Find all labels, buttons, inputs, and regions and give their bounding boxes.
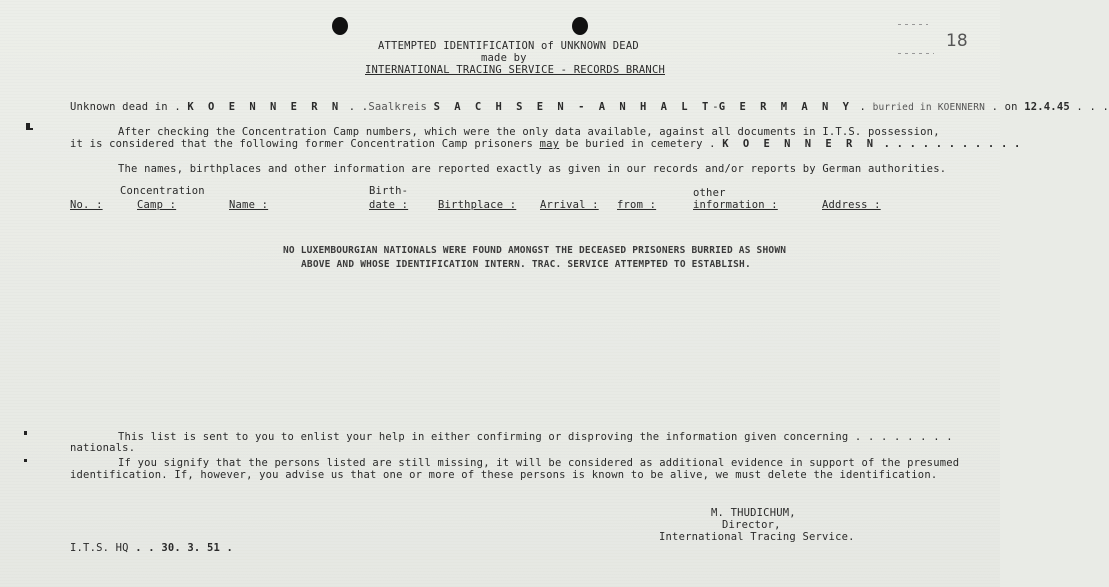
- column-information: information :: [693, 199, 778, 211]
- column-no: No. :: [70, 199, 103, 211]
- column-other-top: other: [693, 187, 726, 199]
- notice-line-2: ABOVE AND WHOSE IDENTIFICATION INTERN. TRAC. SERVICE ATTEMPTED TO ESTABLISH.: [301, 259, 751, 270]
- place-label: I.T.S. HQ: [70, 542, 129, 554]
- paragraph-cemetery-may: may: [539, 138, 560, 150]
- paragraph-cemetery-line: [70, 138, 1021, 150]
- footer-alive: identification. If, however, you advise us that one or more of these persons is known to be alive, we must delete the identification.: [70, 469, 938, 481]
- paragraph-cemetery-b: be buried in cemetery .: [565, 138, 716, 150]
- column-name: Name :: [229, 199, 269, 211]
- place-date-line: [70, 542, 233, 554]
- intro-sep: .: [859, 101, 867, 113]
- paragraph-cemetery-dots: . . . . . . . . . . .: [883, 138, 1021, 150]
- paragraph-cemetery-a: it is considered that the following former Concentration Camp prisoners: [70, 138, 534, 150]
- paragraph-names: The names, birthplaces and other information are reported exactly as given in our records and/or reports by German authorities.: [118, 163, 947, 175]
- column-birthplace: Birthplace :: [438, 199, 517, 211]
- footer-missing: If you signify that the persons listed are still missing, it will be considered as additional evidence in support of the presumed: [118, 457, 960, 469]
- dash-mark-top: [898, 24, 928, 25]
- signature-name: M. THUDICHUM,: [711, 507, 796, 519]
- column-from: from :: [617, 199, 657, 211]
- intro-place: K O E N N E R N: [187, 101, 343, 113]
- intro-sep: -: [712, 101, 719, 113]
- column-address: Address :: [822, 199, 881, 211]
- intro-sep: . on: [991, 101, 1018, 113]
- intro-prefix: Unknown dead in .: [70, 101, 181, 113]
- notice-line-1: NO LUXEMBOURGIAN NATIONALS WERE FOUND AMONGST THE DECEASED PRISONERS BURRIED AS SHOWN: [283, 245, 787, 256]
- footer-nationals: nationals.: [70, 442, 136, 454]
- header-subtitle: made by: [481, 52, 527, 64]
- intro-line: [70, 101, 1109, 114]
- intro-date: 12.4.45: [1024, 101, 1070, 113]
- footer-enlist: This list is sent to you to enlist your help in either confirming or disproving the information given concerning . . . . . . . .: [118, 431, 953, 443]
- header-issuer: INTERNATIONAL TRACING SERVICE - RECORDS BRANCH: [365, 64, 665, 76]
- paragraph-checking: After checking the Concentration Camp numbers, which were the only data available, against all documents in I.T.S. possession,: [118, 126, 940, 138]
- intro-sep: . .: [348, 101, 369, 113]
- intro-district: Saalkreis: [368, 101, 428, 113]
- punch-hole-left: [332, 17, 348, 35]
- column-arrival: Arrival :: [540, 199, 599, 211]
- intro-country: G E R M A N Y: [718, 101, 853, 113]
- column-birthdate: date :: [369, 199, 409, 211]
- page-number: 18: [946, 31, 968, 51]
- paragraph-cemetery-place: K O E N N E R N: [722, 138, 878, 150]
- signature-org: International Tracing Service.: [659, 531, 855, 543]
- intro-suffix: . . .: [1076, 101, 1109, 113]
- margin-mark: [26, 128, 33, 130]
- place-date: . . 30. 3. 51 .: [135, 542, 234, 554]
- intro-state: S A C H S E N - A N H A L T: [433, 101, 713, 113]
- margin-mark: [24, 459, 27, 462]
- header-title: ATTEMPTED IDENTIFICATION of UNKNOWN DEAD: [378, 40, 639, 52]
- column-camp: Camp :: [137, 199, 177, 211]
- column-camp-top: Concentration: [120, 185, 205, 197]
- intro-buried: burried in KOENNERN: [872, 102, 986, 113]
- margin-mark: [24, 431, 27, 435]
- dash-mark-bottom: [898, 53, 934, 54]
- signature-title: Director,: [722, 519, 781, 531]
- punch-hole-right: [572, 17, 588, 35]
- column-birth-top: Birth-: [369, 185, 409, 197]
